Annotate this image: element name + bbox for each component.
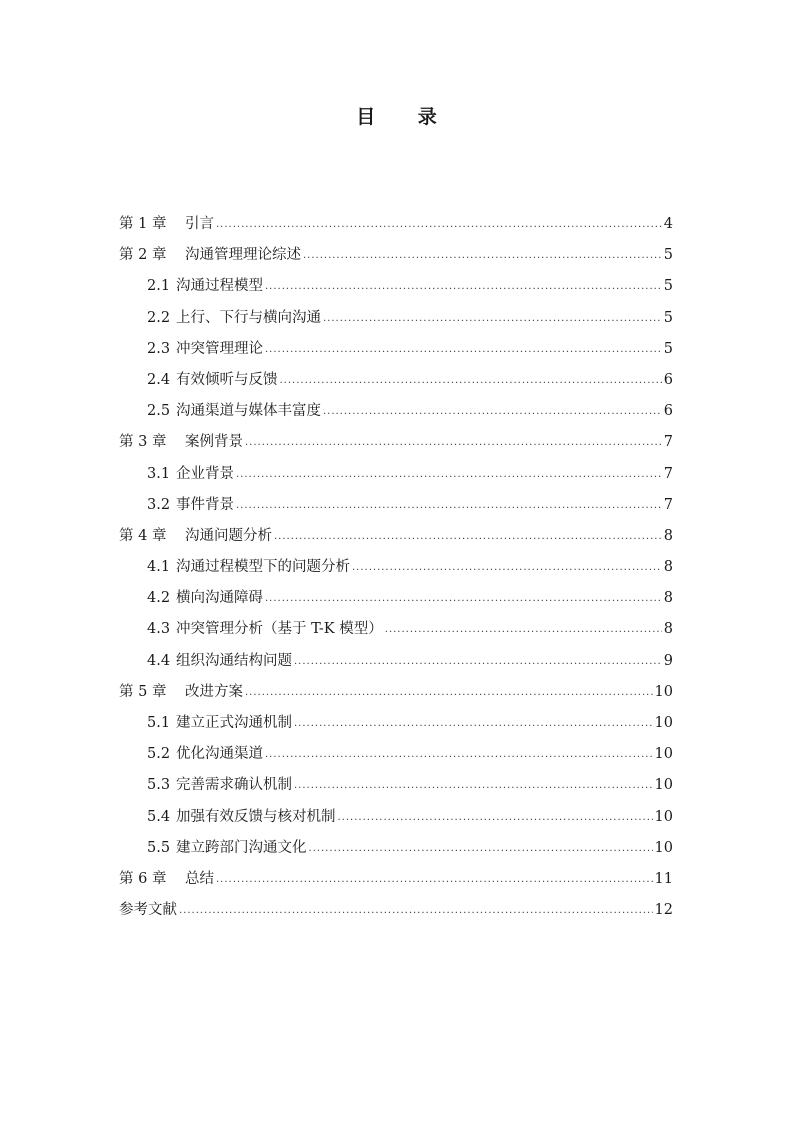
toc-section-entry[interactable] xyxy=(119,739,673,770)
toc-page-number: 8 xyxy=(663,590,673,607)
toc-dot-leader xyxy=(216,209,662,240)
toc-page-number: 12 xyxy=(654,902,673,919)
toc-entry-title: 沟通过程模型 xyxy=(176,278,263,295)
toc-entry-title: 建立正式沟通机制 xyxy=(176,715,292,731)
toc-entry-number: 第 1 章 xyxy=(119,216,167,232)
toc-entry-number: 第 2 章 xyxy=(119,247,167,264)
toc-chapter-entry[interactable] xyxy=(119,427,673,458)
toc-dot-leader xyxy=(236,459,662,490)
toc-section-entry[interactable] xyxy=(119,614,673,645)
toc-entry-title: 案例背景 xyxy=(185,434,243,451)
toc-page-number: 8 xyxy=(663,559,673,576)
toc-dot-leader xyxy=(265,739,653,770)
toc-page-number: 8 xyxy=(663,621,673,638)
toc-section-entry[interactable] xyxy=(119,802,673,833)
toc-dot-leader xyxy=(245,677,653,708)
toc-page-number: 9 xyxy=(663,652,673,669)
toc-entry-title: 事件背景 xyxy=(176,496,234,513)
toc-page-number: 10 xyxy=(654,808,673,825)
toc-dot-leader xyxy=(338,802,653,833)
toc-dot-leader xyxy=(294,770,653,801)
toc-page-number: 11 xyxy=(654,870,673,887)
toc-entry-title: 改进方案 xyxy=(185,683,243,700)
toc-chapter-entry[interactable] xyxy=(119,240,673,271)
toc-dot-leader xyxy=(303,240,662,271)
toc-entry-number: 2.3 xyxy=(147,340,171,357)
toc-dot-leader xyxy=(280,365,662,396)
toc-page-number: 8 xyxy=(663,527,673,544)
toc-chapter-entry[interactable] xyxy=(119,895,673,926)
toc-entry-title: 上行、下行与横向沟通 xyxy=(176,309,321,326)
toc-dot-leader xyxy=(179,895,653,926)
toc-entry-title: 沟通管理理论综述 xyxy=(185,247,301,264)
toc-dot-leader xyxy=(294,708,653,739)
toc-entry-number: 2.1 xyxy=(147,278,171,295)
toc-entry-number: 5.2 xyxy=(147,746,171,763)
toc-page-number: 6 xyxy=(663,403,673,420)
toc-chapter-entry[interactable] xyxy=(119,864,673,895)
toc-entry-number: 第 5 章 xyxy=(119,683,167,700)
toc-entry-number: 5.4 xyxy=(147,808,171,825)
toc-entry-title: 加强有效反馈与核对机制 xyxy=(176,808,336,825)
toc-page-number: 6 xyxy=(663,371,673,388)
toc-entry-title: 优化沟通渠道 xyxy=(176,746,263,763)
toc-entry-title: 冲突管理分析（基于 T-K 模型） xyxy=(176,621,383,638)
toc-page-number: 5 xyxy=(663,340,673,357)
toc-dot-leader xyxy=(265,271,662,302)
toc-page-number: 10 xyxy=(654,839,673,856)
toc-entry-title: 沟通过程模型下的问题分析 xyxy=(176,559,350,576)
toc-entry-title: 横向沟通障碍 xyxy=(176,590,263,607)
toc-page-number: 5 xyxy=(663,278,673,295)
toc-page-number: 10 xyxy=(654,683,673,700)
toc-page-number: 7 xyxy=(663,434,673,451)
toc-chapter-entry[interactable] xyxy=(119,521,673,552)
toc-page-number: 10 xyxy=(654,746,673,763)
toc-entry-title: 企业背景 xyxy=(176,465,234,482)
toc-entry-title: 冲突管理理论 xyxy=(176,340,263,357)
toc-section-entry[interactable] xyxy=(119,490,673,521)
toc-entry-title: 引言 xyxy=(185,216,214,232)
toc-dot-leader xyxy=(236,490,662,521)
toc-entry-number: 4.1 xyxy=(147,559,171,576)
toc-section-entry[interactable] xyxy=(119,708,673,739)
toc-dot-leader xyxy=(323,396,662,427)
toc-chapter-entry[interactable] xyxy=(119,209,673,240)
toc-dot-leader xyxy=(323,303,662,334)
toc-section-entry[interactable] xyxy=(119,833,673,864)
toc-entry-number: 2.4 xyxy=(147,371,171,388)
toc-entry-title: 建立跨部门沟通文化 xyxy=(176,839,307,856)
toc-entry-title: 完善需求确认机制 xyxy=(176,777,292,794)
table-of-contents xyxy=(119,209,673,926)
toc-entry-number: 第 3 章 xyxy=(119,434,167,451)
toc-entry-number: 3.1 xyxy=(147,465,171,482)
toc-dot-leader xyxy=(274,521,662,552)
toc-title: 目 录 xyxy=(356,106,455,128)
toc-entry-title: 参考文献 xyxy=(119,902,177,919)
toc-entry-number: 5.5 xyxy=(147,839,171,856)
toc-section-entry[interactable] xyxy=(119,303,673,334)
toc-dot-leader xyxy=(294,646,662,677)
toc-section-entry[interactable] xyxy=(119,770,673,801)
toc-section-entry[interactable] xyxy=(119,271,673,302)
toc-page-number: 10 xyxy=(654,777,673,794)
toc-entry-number: 2.2 xyxy=(147,309,171,326)
toc-section-entry[interactable] xyxy=(119,396,673,427)
toc-dot-leader xyxy=(265,583,662,614)
toc-entry-number: 5.3 xyxy=(147,777,171,794)
toc-entry-title: 沟通问题分析 xyxy=(185,527,272,544)
toc-entry-number: 第 6 章 xyxy=(119,870,167,887)
toc-entry-number: 第 4 章 xyxy=(119,527,167,544)
toc-section-entry[interactable] xyxy=(119,583,673,614)
toc-section-entry[interactable] xyxy=(119,646,673,677)
toc-chapter-entry[interactable] xyxy=(119,677,673,708)
toc-section-entry[interactable] xyxy=(119,334,673,365)
toc-section-entry[interactable] xyxy=(119,552,673,583)
toc-entry-number: 5.1 xyxy=(147,715,171,731)
toc-dot-leader xyxy=(352,552,662,583)
toc-entry-number: 3.2 xyxy=(147,496,171,513)
toc-page-number: 5 xyxy=(663,309,673,326)
toc-page-number: 7 xyxy=(663,465,673,482)
toc-page-number: 7 xyxy=(663,496,673,513)
toc-entry-title: 总结 xyxy=(185,870,214,887)
toc-section-entry[interactable] xyxy=(119,365,673,396)
toc-entry-number: 2.5 xyxy=(147,403,171,420)
toc-dot-leader xyxy=(309,833,653,864)
toc-section-entry[interactable] xyxy=(119,459,673,490)
toc-entry-title: 有效倾听与反馈 xyxy=(176,371,278,388)
toc-dot-leader xyxy=(265,334,662,365)
toc-page-number: 4 xyxy=(663,216,673,232)
toc-entry-number: 4.3 xyxy=(147,621,171,638)
toc-page-number: 5 xyxy=(663,247,673,264)
toc-dot-leader xyxy=(216,864,653,895)
toc-dot-leader xyxy=(245,427,662,458)
toc-entry-number: 4.4 xyxy=(147,652,171,669)
toc-entry-title: 沟通渠道与媒体丰富度 xyxy=(176,403,321,420)
toc-entry-title: 组织沟通结构问题 xyxy=(176,652,292,669)
toc-dot-leader xyxy=(385,614,662,645)
toc-page-number: 10 xyxy=(654,715,673,731)
toc-entry-number: 4.2 xyxy=(147,590,171,607)
